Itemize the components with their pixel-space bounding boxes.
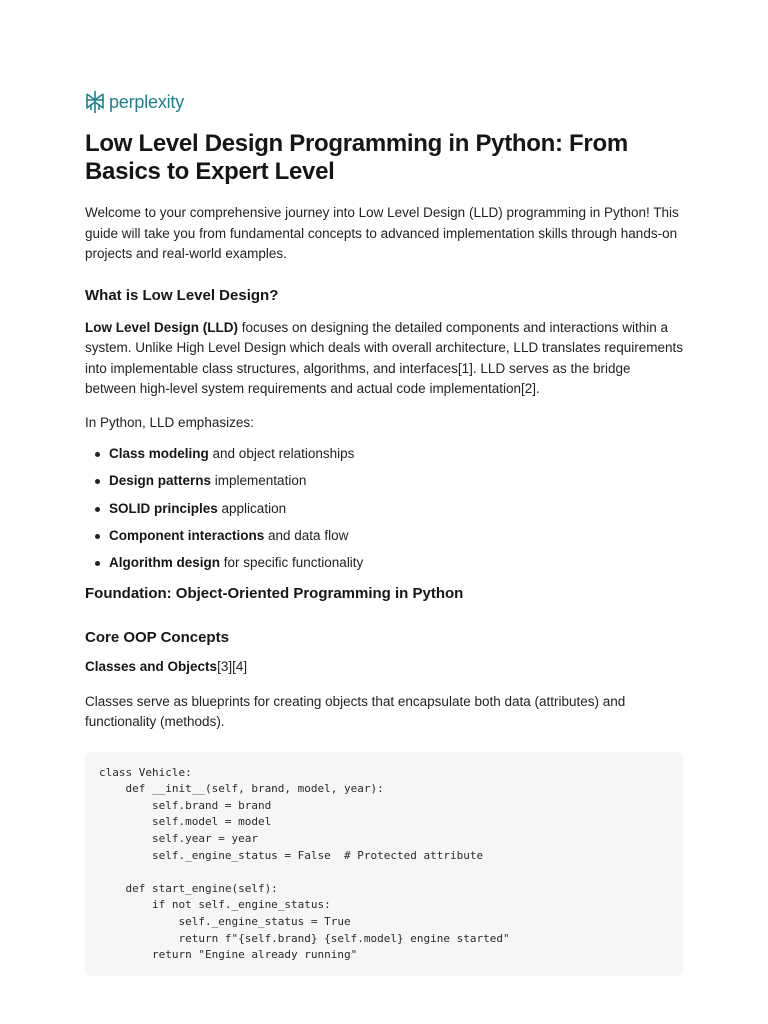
lld-term: Low Level Design (LLD) xyxy=(85,319,239,335)
document-content xyxy=(85,130,685,976)
intro-paragraph: Welcome to your comprehensive journey into Low Level Design (LLD) programming in Python! This guide will take you from fundamental concepts to advanced implementation skills through hands-on projects and real-world examples. xyxy=(85,205,679,261)
list-item xyxy=(85,471,685,491)
brand-logo[interactable] xyxy=(85,90,184,114)
list-item-bold: Algorithm design xyxy=(109,555,220,571)
lld-emphasis-intro: In Python, LLD emphasizes: xyxy=(85,414,254,430)
list-item xyxy=(85,526,685,546)
brand-name: perplexity xyxy=(109,92,185,112)
lld-definition-text: focuses on designing the detailed components and interactions within a system. Unlike High Level Design which deals with overall architecture, LLD translates requirements into implementable class structures, algorithms, and interfaces[1]. LLD serves as the bridge between high-level system requirements and actual code implementation[2]. xyxy=(85,319,684,396)
code-block[interactable] xyxy=(85,752,683,976)
heading-what-is-lld: What is Low Level Design? xyxy=(85,286,279,304)
lld-definition-paragraph xyxy=(85,318,685,400)
classes-description: Classes serve as blueprints for creating objects that encapsulate both data (attributes) and functionality (methods). xyxy=(85,693,626,730)
list-item xyxy=(85,444,685,464)
list-item xyxy=(85,553,685,573)
list-item-bold: Component interactions xyxy=(109,527,265,543)
list-item-bold: Design patterns xyxy=(109,473,212,489)
list-item-text: implementation xyxy=(211,473,307,489)
page-title: Low Level Design Programming in Python: From Basics to Expert Level xyxy=(85,130,628,185)
subheading-bold: Classes and Objects xyxy=(85,659,218,675)
heading-foundation-oop: Foundation: Object-Oriented Programming in Python xyxy=(85,585,464,603)
subheading-classes-objects xyxy=(85,657,685,678)
heading-core-oop-concepts: Core OOP Concepts xyxy=(85,629,229,647)
list-item xyxy=(85,499,685,519)
list-item-bold: SOLID principles xyxy=(109,500,218,516)
list-item-text: and object relationships xyxy=(208,446,355,461)
citation-refs[interactable]: [3][4] xyxy=(217,659,248,675)
list-item-text: for specific functionality xyxy=(220,555,364,571)
perplexity-logo-icon xyxy=(85,90,105,114)
list-item-bold: Class modeling xyxy=(109,446,209,461)
list-item-text: application xyxy=(217,500,287,516)
code-text[interactable]: class Vehicle: def __init__(self, brand, model, year): self.brand = brand self.model = model self.year = year self._engine_status = False # Protected attribute def start_engine(self): if not self._engine_status: self._engine_status = True return f"{self.brand} {self.model} engine started" return "Engine already running" xyxy=(99,765,510,962)
lld-emphasis-list xyxy=(85,444,685,573)
list-item-text: and data flow xyxy=(264,527,349,543)
